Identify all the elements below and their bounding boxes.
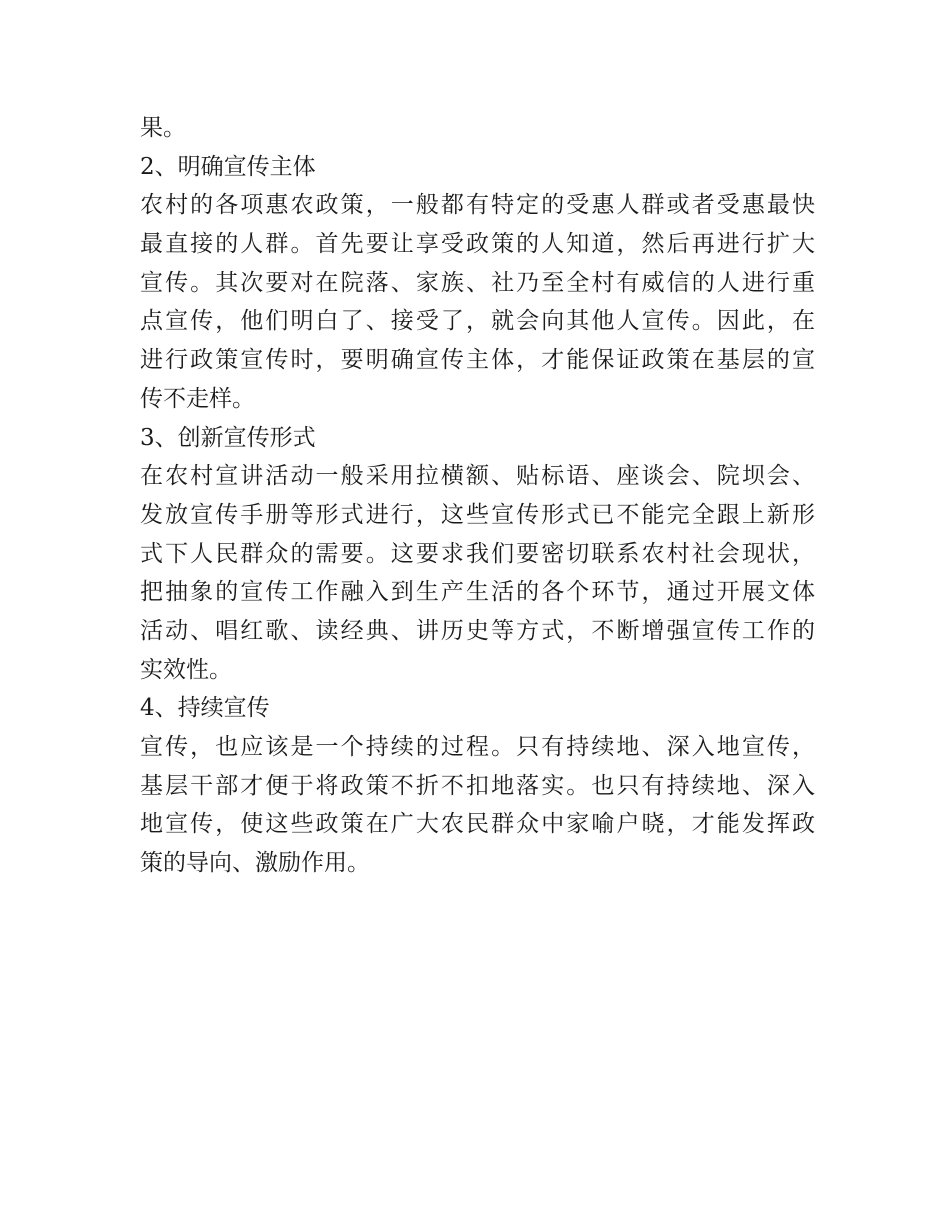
paragraph	[140, 728, 815, 883]
section-4	[140, 689, 815, 882]
paragraph-line: 活动、唱红歌、读经典、讲历史等方式，不断增强宣传工作的	[140, 617, 815, 644]
paragraph-line: 策的导向、激励作用。	[140, 850, 370, 877]
section-heading: 3、创新宣传形式	[140, 424, 316, 451]
paragraph-fragment: 果。	[140, 115, 186, 141]
paragraph-line: 最直接的人群。首先要让享受政策的人知道，然后再进行扩大	[140, 231, 815, 258]
paragraph-line: 实效性。	[140, 656, 232, 683]
section-3	[140, 419, 815, 690]
paragraph-line: 基层干部才便于将政策不折不扣地落实。也只有持续地、深入	[140, 772, 815, 799]
paragraph-line: 传不走样。	[140, 385, 255, 412]
paragraph-line: 宣传，也应该是一个持续的过程。只有持续地、深入地宣传，	[140, 734, 815, 760]
paragraph-line: 地宣传，使这些政策在广大农民群众中家喻户晓，才能发挥政	[140, 811, 815, 838]
paragraph-line: 农村的各项惠农政策，一般都有特定的受惠人群或者受惠最快	[140, 192, 815, 219]
paragraph	[140, 186, 815, 418]
document-page	[140, 109, 815, 883]
paragraph-line: 式下人民群众的需要。这要求我们要密切联系农村社会现状，	[140, 540, 815, 567]
paragraph-line: 进行政策宣传时，要明确宣传主体，才能保证政策在基层的宣	[140, 347, 815, 374]
section-heading: 4、持续宣传	[140, 695, 270, 722]
paragraph-line: 宣传。其次要对在院落、家族、社乃至全村有威信的人进行重	[140, 269, 815, 296]
paragraph	[140, 457, 815, 689]
paragraph-line: 在农村宣讲活动一般采用拉横额、贴标语、座谈会、院坝会、	[140, 463, 815, 490]
section-2	[140, 148, 815, 419]
section-heading: 2、明确宣传主体	[140, 153, 316, 180]
paragraph-line: 点宣传，他们明白了、接受了，就会向其他人宣传。因此，在	[140, 308, 815, 335]
paragraph-line: 把抽象的宣传工作融入到生产生活的各个环节，通过开展文体	[140, 579, 815, 606]
paragraph-line: 发放宣传手册等形式进行，这些宣传形式已不能完全跟上新形	[140, 501, 815, 528]
